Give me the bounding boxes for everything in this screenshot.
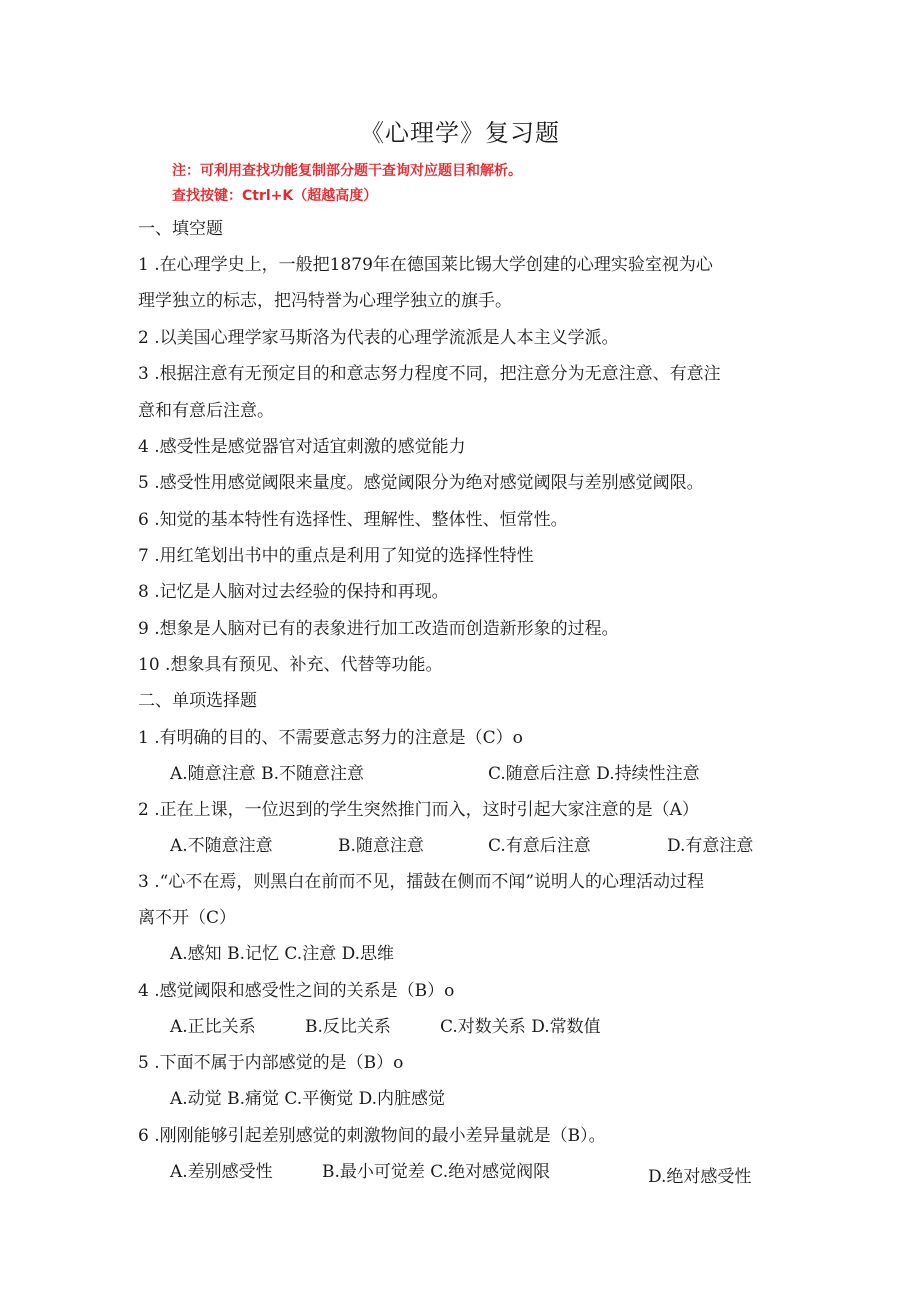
choice-q3-options: A.感知 B.记忆 C.注意 D.思维 <box>170 944 395 964</box>
fill-item-7: 7 .用红笔划出书中的重点是利用了知觉的选择性特性 <box>138 546 534 566</box>
choice-q6-stem: 6 .刚刚能够引起差别感觉的刺激物间的最小差异量就是（B）。 <box>138 1126 606 1146</box>
choice-q4-stem: 4 .感觉阈限和感受性之间的关系是（B）o <box>138 981 455 1001</box>
choice-q5-options: A.动觉 B.痛觉 C.平衡觉 D.内脏感觉 <box>170 1089 446 1109</box>
choice-q4-option-b: B.反比关系 <box>305 1017 391 1037</box>
fill-item-1-line-1: 1 .在心理学史上，一般把1879年在德国莱比锡大学创建的心理实验室视为心 <box>138 255 713 275</box>
choice-q4-option-a: A.正比关系 <box>170 1017 256 1037</box>
fill-item-9: 9 .想象是人脑对已有的表象进行加工改造而创造新形象的过程。 <box>138 619 619 639</box>
fill-item-6: 6 .知觉的基本特性有选择性、理解性、整体性、恒常性。 <box>138 510 568 530</box>
choice-q2-option-b: B.随意注意 <box>338 836 424 856</box>
red-note-line-2: 查找按键：Ctrl+K（超越高度） <box>172 188 378 204</box>
section-heading-fill-in: 一、填空题 <box>138 219 223 239</box>
choice-q2-option-d: D.有意注意 <box>667 836 754 856</box>
fill-item-8: 8 .记忆是人脑对过去经验的保持和再现。 <box>138 582 449 602</box>
page-title: 《心理学》复习题 <box>360 119 560 147</box>
red-note-line-1: 注：可利用查找功能复制部分题干查询对应题目和解析。 <box>172 163 522 179</box>
fill-item-4: 4 .感受性是感觉器官对适宜刺激的感觉能力 <box>138 437 466 457</box>
fill-item-3-line-2: 意和有意后注意。 <box>138 401 274 421</box>
fill-item-10: 10 .想象具有预见、补充、代替等功能。 <box>138 655 443 675</box>
choice-q5-stem: 5 .下面不属于内部感觉的是（B）o <box>138 1053 404 1073</box>
choice-q2-option-a: A.不随意注意 <box>170 836 273 856</box>
choice-q2-option-c: C.有意后注意 <box>488 836 591 856</box>
fill-item-1-line-2: 理学独立的标志，把冯特誉为心理学独立的旗手。 <box>138 291 512 311</box>
choice-q6-option-a: A.差别感受性 <box>170 1162 273 1182</box>
choice-q3-stem-line-2: 离不开（C） <box>138 908 237 928</box>
section-heading-single-choice: 二、单项选择题 <box>138 691 257 711</box>
choice-q2-stem: 2 .正在上课，一位迟到的学生突然推门而入，这时引起大家注意的是（A） <box>138 800 699 820</box>
fill-item-3-line-1: 3 .根据注意有无预定目的和意志努力程度不同，把注意分为无意注意、有意注 <box>138 364 721 384</box>
choice-q1-stem: 1 .有明确的目的、不需要意志努力的注意是（C）o <box>138 728 523 748</box>
fill-item-5: 5 .感受性用感觉阈限来量度。感觉阈限分为绝对感觉阈限与差别感觉阈限。 <box>138 473 704 493</box>
choice-q1-options-cd: C.随意后注意 D.持续性注意 <box>488 764 700 784</box>
choice-q1-options-ab: A.随意注意 B.不随意注意 <box>170 764 364 784</box>
choice-q3-stem-line-1: 3 .“心不在焉，则黑白在前而不见，擂鼓在侧而不闻”说明人的心理活动过程 <box>138 872 705 892</box>
choice-q6-option-d: D.绝对感受性 <box>648 1167 752 1187</box>
fill-item-2: 2 .以美国心理学家马斯洛为代表的心理学流派是人本主义学派。 <box>138 328 619 348</box>
choice-q6-options-bc: B.最小可觉差 C.绝对感觉阀限 <box>322 1162 551 1182</box>
choice-q4-options-cd: C.对数关系 D.常数值 <box>440 1017 601 1037</box>
